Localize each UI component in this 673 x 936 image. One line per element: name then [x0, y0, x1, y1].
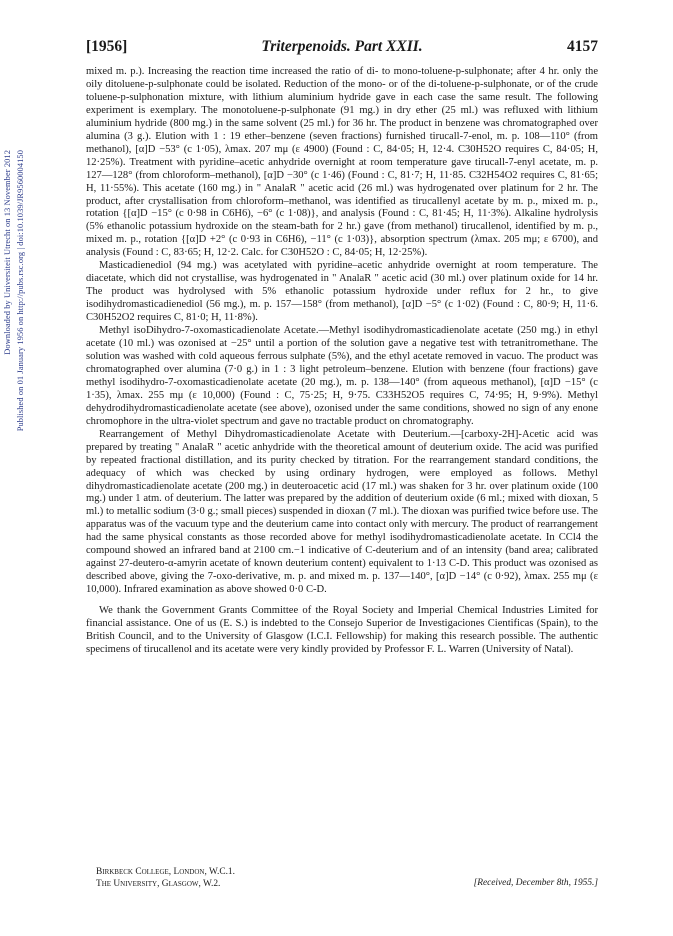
address-birkbeck: Birkbeck College, London, W.C.1. — [96, 867, 235, 877]
paragraph-deuterium-rearrangement: Rearrangement of Methyl Dihydromasticadienolate Acetate with Deuterium.—[carboxy-2H]-Acetic acid was prepared by treating " AnalaR " acetic anhydride with the theoretical amount of deuterium oxide. The acid was purified by repeated fractional distillation, and its purity checked by titration. For the rearrangement standard conditions, the adequacy of which was checked by using ordinary hydrogen, were employed as follows. Methyl dihydromasticadienolate acetate (200 mg.) in deuteroacetic acid (17 ml.) was shaken for 3 hr. over platinum oxide (100 mg.) under 1 atm. of deuterium. The latter was prepared by the addition of deuterium oxide (6 ml.; mixed with dioxan, 5 ml.) to metallic sodium (3·0 g.; small pieces) suspended in dioxan (7 ml.). The dioxan was purified twice before use. The apparatus was of the vacuum type and the deuterium came into contact only with mercury. The product of rearrangement had the same physical constants as those recorded above for methyl isodihydromasticadienolate acetate. In CCl4 the compound showed an infrared band at 2100 cm.−1 indicative of C-deuterium and of an intensity (band area; calibrated against 27-deutero-α-amyrin acetate of known deuterium content) equivalent to 1·13 C-D. This product was ozonised as described above, giving the 7-oxo-derivative, m. p. and mixed m. p. 137—140°, [α]D −14° (c 0·92), λmax. 255 mμ (ε 10,000). Infrared examination as above showed 0·0 C-D. — [86, 428, 598, 596]
journal-year: [1956] — [86, 38, 128, 55]
download-notice: Downloaded by Universiteit Utrecht on 13 November 2012 — [3, 150, 12, 355]
acknowledgements: We thank the Government Grants Committee of the Royal Society and Imperial Chemical Industries Limited for financial assistance. One of us (E. S.) is indebted to the Consejo Superior de Investigaciones Cientificas (Spain), to the British Council, and to the University of Glasgow (I.C.I. Fellowship) for making this research possible. The authentic specimens of tirucallenol and its acetate were very kindly provided by Professor F. L. Warren (University of Natal). — [86, 605, 598, 655]
article-body — [86, 66, 598, 657]
paragraph-oxomasticadienolate: Methyl isoDihydro-7-oxomasticadienolate Acetate.—Methyl isodihydromasticadienolate acetate (250 mg.) in ethyl acetate (10 ml.) was ozonised at −25° until a portion of the solution gave a negative test with tetranitromethane. The solution was washed with cold aqueous ferrous sulphate (5%), and the ethyl acetate removed in vacuo. The product was chromatographed over alumina (7·0 g.) in 1 : 3 light petroleum–benzene. Elution with benzene (four fractions) gave methyl isodihydro-7-oxomasticadienolate acetate (20 mg.), m. p. 138—140° (from aqueous methanol), [α]D −15° (c 1·35), λmax. 255 mμ (ε 10,000) (Found : C, 75·25; H, 9·75. C33H52O5 requires C, 74·95; H, 9·9%). Methyl dehydrodihydromasticadienolate acetate (see above), ozonised under the same conditions, showed no sign of any enone chromophore in the ultra-violet spectrum and gave no tractable product on chromatography. — [86, 325, 598, 427]
received-date: [Received, December 8th, 1955.] — [473, 878, 598, 888]
page-number: 4157 — [567, 38, 598, 55]
address-glasgow: The University, Glasgow, W.2. — [96, 879, 221, 889]
paragraph-continuation: mixed m. p.). Increasing the reaction time increased the ratio of di- to mono-toluene-p-sulphonate; after 4 hr. only the oily ditoluene-p-sulphonate could be isolated. Reduction of the mono- or of the di-toluene-p-sulphonate, or of the crude toluene-p-sulphonation mixture, with lithium aluminium hydride gave in each case the same result. The following experiment is exemplary. The monotoluene-p-sulphonate (91 mg.) in dry ether (25 ml.) was refluxed with lithium aluminium hydride (800 mg.) in the same solvent (25 ml.) for 36 hr. The product in benzene was chromatographed over alumina (3 g.). Elution with 1 : 19 ether–benzene (seven fractions) furnished tirucall-7-enol, m. p. 108—110° (from methanol), [α]D −53° (c 1·05), λmax. 207 mμ (ε 4900) (Found : C, 84·05; H, 12·4. C30H52O requires C, 84·05; H, 12·25%). Treatment with pyridine–acetic anhydride overnight at room temperature gave tirucall-7-enyl acetate, m. p. 127—128° (from chloroform–methanol), [α]D −30° (c 1·46) (Found : C, 81·7; H, 11·85. C32H54O2 requires C, 81·65; H, 11·55%). This acetate (160 mg.) in " AnalaR " acetic acid (26 ml.) was hydrogenated over platinum for 2 hr. The product, after crystallisation from chloroform–methanol, was identified as tirucallenyl acetate by m. p., mixed m. p., rotation {[α]D −15° (c 0·98 in C6H6), −6° (c 1·08)}, and analysis (Found : C, 81·45; H, 11·3%). Alkaline hydrolysis (5% ethanolic potassium hydroxide on the steam-bath for 2 hr.) gave (from methanol) tirucallenol, identified by m. p., mixed m. p., rotation {[α]D +2° (c 0·93 in C6H6), −11° (c 1·03)}, absorption spectrum (λmax. 205 mμ; ε 6700), and analysis (Found : C, 83·65; H, 12·2. Calc. for C30H52O : C, 84·05; H, 12·25%). — [86, 66, 598, 259]
paragraph-masticadienediol: Masticadienediol (94 mg.) was acetylated with pyridine–acetic anhydride overnight at room temperature. The diacetate, which did not crystallise, was hydrogenated in " AnalaR " acetic acid (30 ml.) over platinum oxide for 14 hr. The product was hydrolysed with 5% ethanolic potassium hydroxide under reflux for 2 hr., to give isodihydromasticadienediol (56 mg.), m. p. 157—158° (from methanol), [α]D −5° (c 1·02) (Found : C, 80·9; H, 11·6. C30H52O2 requires C, 81·0; H, 11·8%). — [86, 260, 598, 324]
publication-doi-notice[interactable]: Published on 01 January 1956 on http://pubs.rsc.org | doi:10.1039/JR9560004150 — [16, 150, 25, 432]
running-title: Triterpenoids. Part XXII. — [261, 38, 423, 55]
running-header — [86, 38, 598, 58]
